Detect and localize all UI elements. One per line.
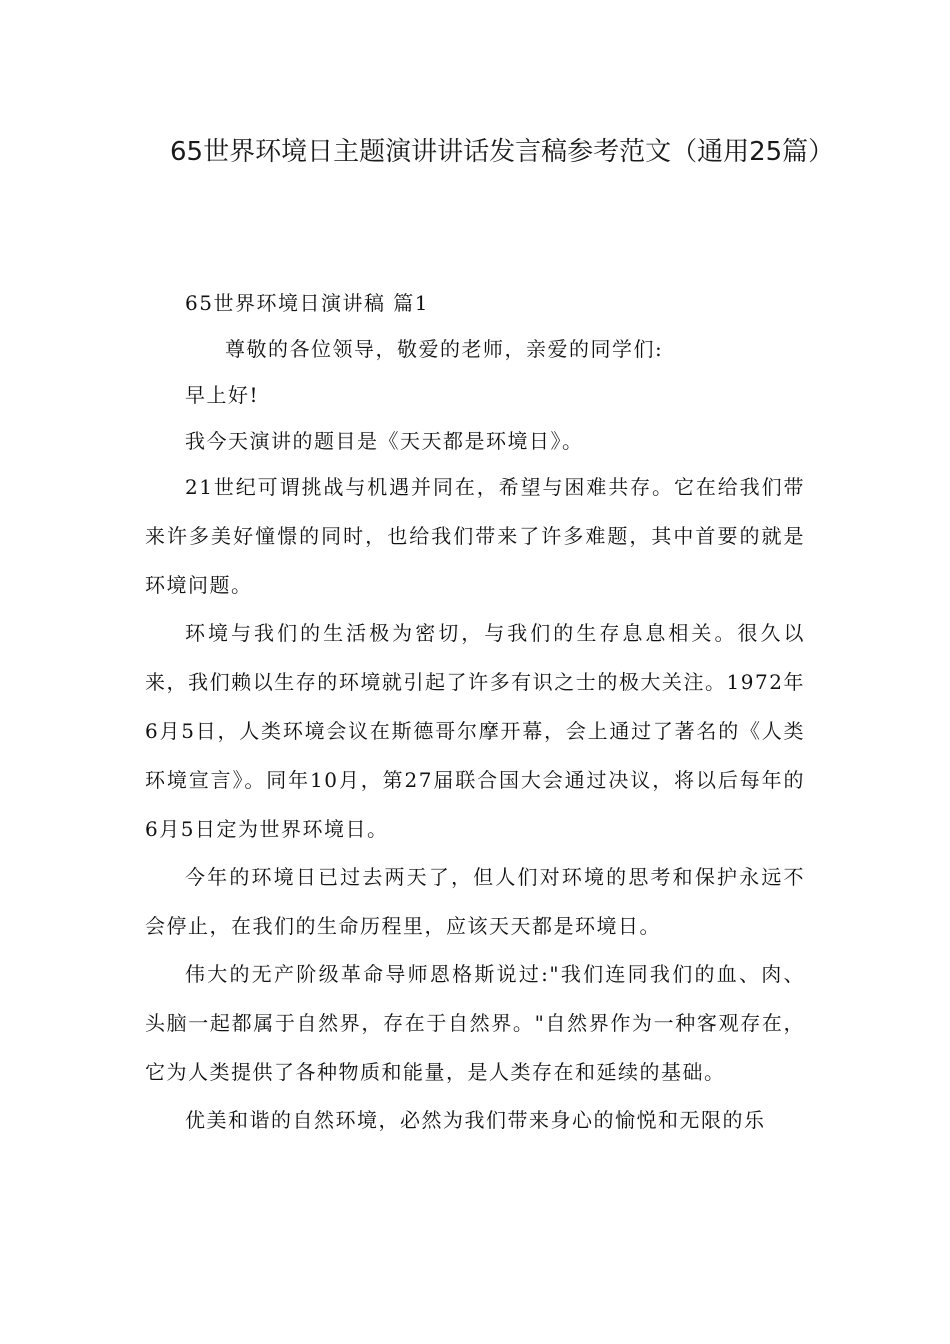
document-title: 65世界环境日主题演讲讲话发言稿参考范文（通用25篇） — [170, 137, 835, 167]
paragraph-greeting: 早上好! — [185, 383, 260, 407]
paragraph-topic: 我今天演讲的题目是《天天都是环境日》。 — [185, 429, 584, 453]
paragraph-body: 21世纪可谓挑战与机遇并同在，希望与困难共存。它在给我们带来许多美好憧憬的同时，也给我们带来了许多难题，其中首要的就是环境问题。 — [145, 475, 805, 597]
paragraph-body: 环境与我们的生活极为密切，与我们的生存息息相关。很久以来，我们赖以生存的环境就引起了许多有识之士的极大关注。1972年6月5日，人类环境会议在斯德哥尔摩开幕，会上通过了著名的《人类环境宣言》。同年10月，第27届联合国大会通过决议，将以后每年的6月5日定为世界环境日。 — [145, 621, 805, 841]
document-body — [145, 285, 805, 1148]
paragraph-body: 今年的环境日已过去两天了，但人们对环境的思考和保护永远不会停止，在我们的生命历程里，应该天天都是环境日。 — [145, 865, 805, 938]
paragraph-body: 优美和谐的自然环境，必然为我们带来身心的愉悦和无限的乐 — [185, 1108, 766, 1132]
paragraph-body: 伟大的无产阶级革命导师恩格斯说过:"我们连同我们的血、肉、头脑一起都属于自然界，存在于自然界。"自然界作为一种客观存在，它为人类提供了各种物质和能量，是人类存在和延续的基础。 — [145, 962, 805, 1084]
paragraph-salutation: 尊敬的各位领导，敬爱的老师，亲爱的同学们: — [225, 337, 664, 361]
section-heading: 65世界环境日演讲稿 篇1 — [185, 291, 430, 315]
